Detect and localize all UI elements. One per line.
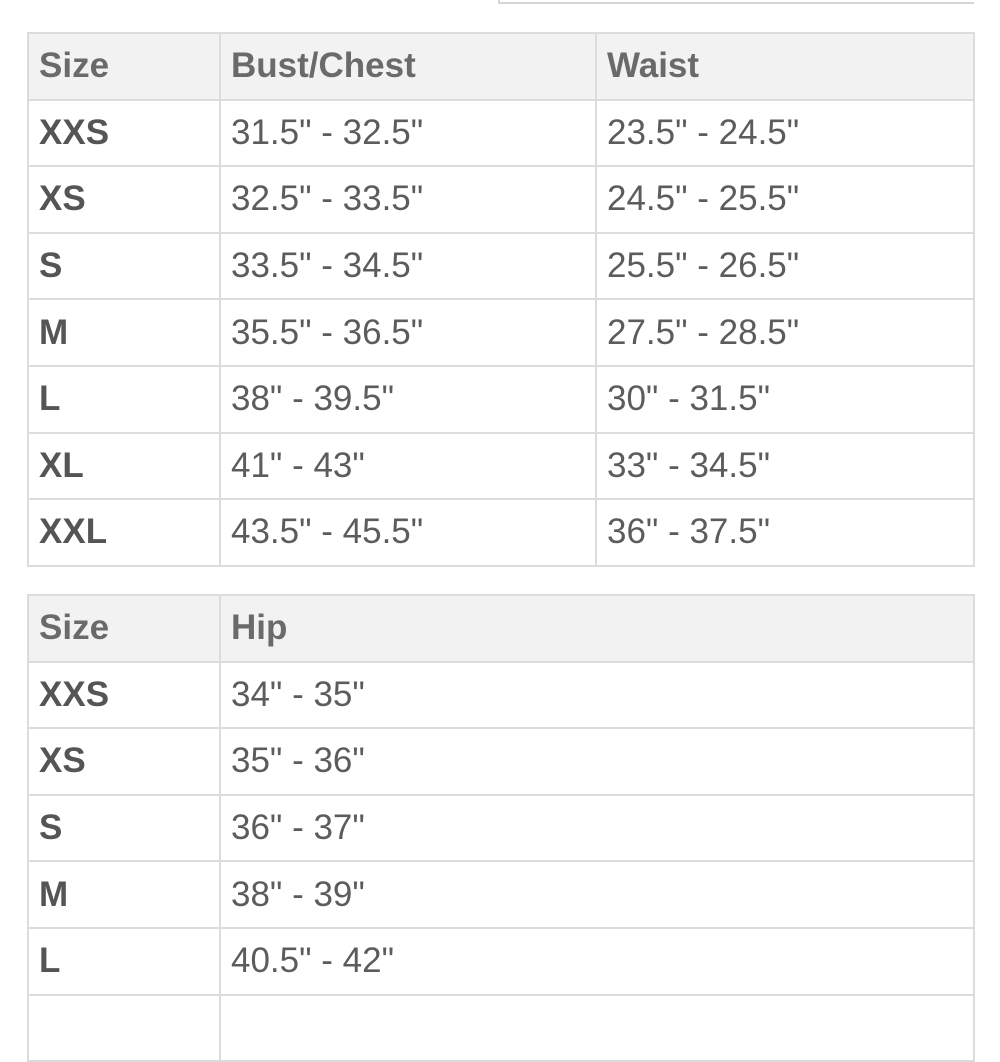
table-row (28, 662, 974, 729)
table-row (28, 366, 974, 433)
waist-cell: 25.5" - 26.5" (596, 233, 974, 300)
table-row (28, 100, 974, 167)
table-row (28, 166, 974, 233)
table-row (28, 433, 974, 500)
size-cell: XXS (28, 100, 220, 167)
table-row (28, 795, 974, 862)
bust-chest-cell: 41" - 43" (220, 433, 596, 500)
bust-chest-cell: 38" - 39.5" (220, 366, 596, 433)
column-header-bust-chest: Bust/Chest (220, 33, 596, 100)
table-row (28, 995, 974, 1062)
table-header-row (28, 595, 974, 662)
waist-cell: 27.5" - 28.5" (596, 299, 974, 366)
table-row (28, 299, 974, 366)
size-cell: L (28, 366, 220, 433)
hip-cell: 34" - 35" (220, 662, 974, 729)
hip-cell: 35" - 36" (220, 728, 974, 795)
size-cell: M (28, 861, 220, 928)
bust-chest-cell: 35.5" - 36.5" (220, 299, 596, 366)
size-cell: M (28, 299, 220, 366)
waist-cell: 23.5" - 24.5" (596, 100, 974, 167)
top-input-edge (498, 0, 974, 4)
table-row (28, 861, 974, 928)
bust-chest-cell: 32.5" - 33.5" (220, 166, 596, 233)
column-header-waist: Waist (596, 33, 974, 100)
table-row (28, 499, 974, 566)
size-chart-hip-table (27, 594, 975, 1062)
size-cell: XL (28, 433, 220, 500)
bust-chest-cell: 43.5" - 45.5" (220, 499, 596, 566)
size-cell: L (28, 928, 220, 995)
hip-cell: 36" - 37" (220, 795, 974, 862)
size-cell: S (28, 795, 220, 862)
size-chart-bust-waist-table (27, 32, 975, 567)
column-header-size: Size (28, 33, 220, 100)
bust-chest-cell: 31.5" - 32.5" (220, 100, 596, 167)
table-header-row (28, 33, 974, 100)
hip-cell: 40.5" - 42" (220, 928, 974, 995)
waist-cell: 33" - 34.5" (596, 433, 974, 500)
bust-chest-cell: 33.5" - 34.5" (220, 233, 596, 300)
size-cell: XXL (28, 499, 220, 566)
waist-cell: 24.5" - 25.5" (596, 166, 974, 233)
table-row (28, 728, 974, 795)
table-row (28, 233, 974, 300)
column-header-hip: Hip (220, 595, 974, 662)
size-cell: S (28, 233, 220, 300)
table-row (28, 928, 974, 995)
waist-cell: 30" - 31.5" (596, 366, 974, 433)
size-cell: XXS (28, 662, 220, 729)
hip-cell (220, 995, 974, 1062)
hip-cell: 38" - 39" (220, 861, 974, 928)
waist-cell: 36" - 37.5" (596, 499, 974, 566)
size-cell (28, 995, 220, 1062)
size-cell: XS (28, 166, 220, 233)
column-header-size: Size (28, 595, 220, 662)
size-cell: XS (28, 728, 220, 795)
